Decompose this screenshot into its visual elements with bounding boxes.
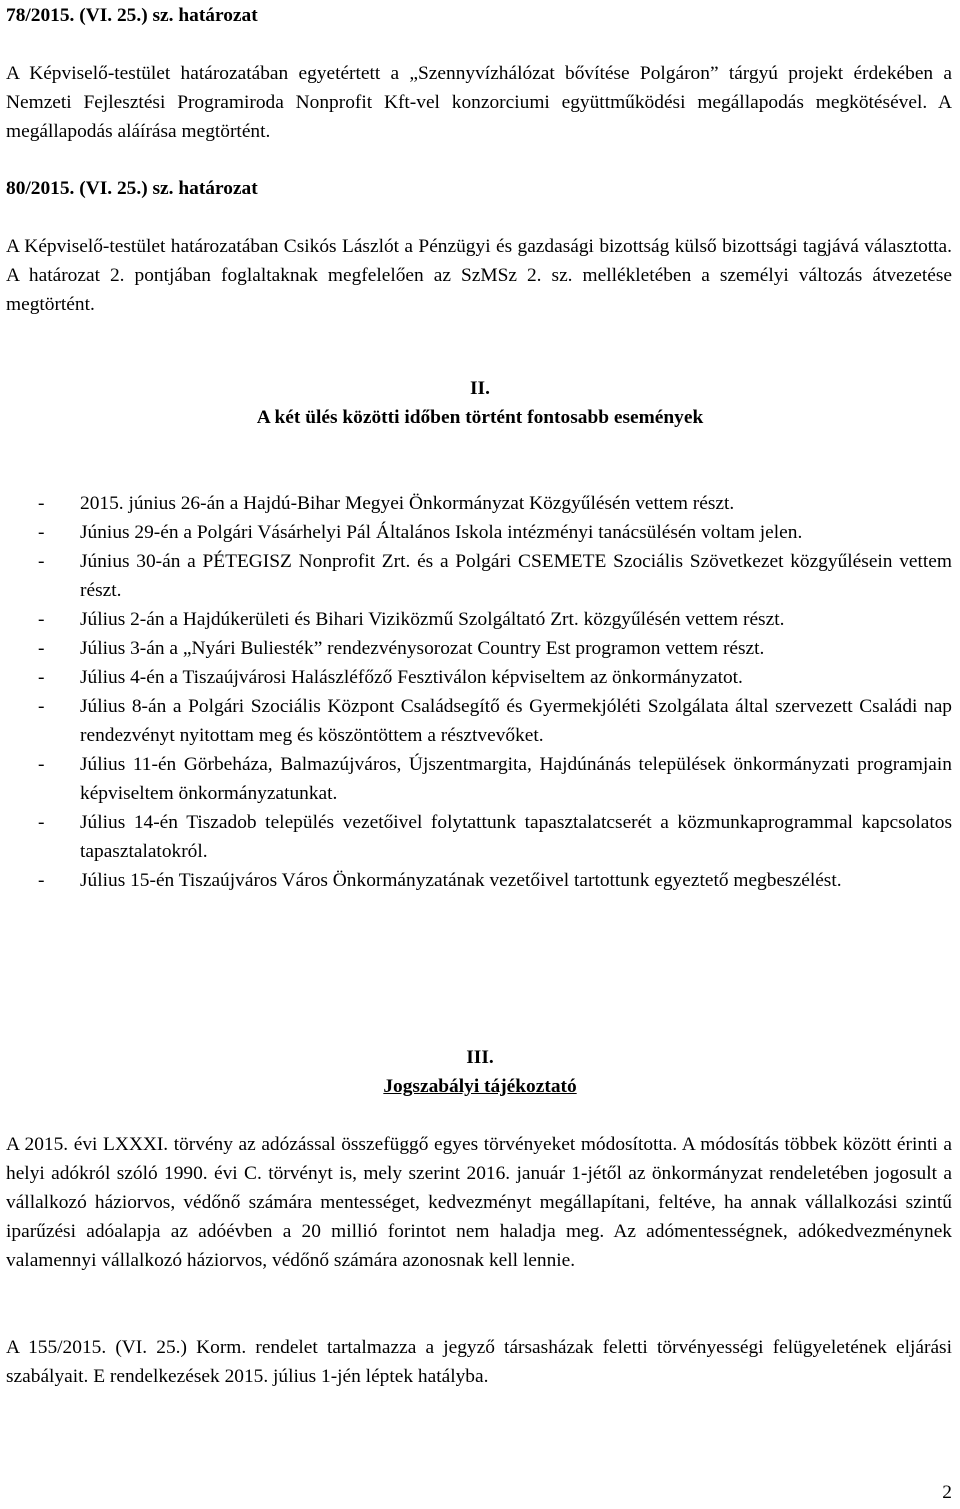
list-item: [6, 547, 952, 605]
section-2-number: II.: [470, 378, 490, 399]
event-text: Június 29-én a Polgári Vásárhelyi Pál Általános Iskola intézményi tanácsülésén voltam jelen.: [80, 522, 803, 543]
bullet-dash: -: [38, 493, 45, 514]
list-item: [6, 489, 952, 518]
bullet-dash: -: [38, 812, 45, 833]
bullet-dash: -: [38, 609, 45, 630]
event-text: Július 14-én Tiszadob település vezetőivel folytattunk tapasztalatcserét a közmunkaprogrammal kapcsolatos tapasztalatokról.: [80, 812, 952, 862]
events-list: [6, 489, 952, 895]
list-item: [6, 808, 952, 866]
list-item: [6, 634, 952, 663]
bullet-dash: -: [38, 870, 45, 891]
resolution-80-heading: 80/2015. (VI. 25.) sz. határozat: [6, 178, 258, 199]
event-text: 2015. június 26-án a Hajdú-Bihar Megyei Önkormányzat Közgyűlésén vettem részt.: [80, 493, 735, 514]
event-text: Június 30-án a PÉTEGISZ Nonprofit Zrt. és a Polgári CSEMETE Szociális Szövetkezet közgyűlésein vettem részt.: [80, 551, 952, 601]
list-item: [6, 750, 952, 808]
bullet-dash: -: [38, 638, 45, 659]
bullet-dash: -: [38, 696, 45, 717]
event-text: Július 8-án a Polgári Szociális Központ Családsegítő és Gyermekjóléti Szolgálata által szervezett Családi nap rendezvényt nyitottam meg és köszöntöttem a résztvevőket.: [80, 696, 952, 746]
law-paragraph-1: A 2015. évi LXXXI. törvény az adózással összefüggő egyes törvényeket módosította. A módosítás többek között érinti a helyi adókról szóló 1990. évi C. törvényt is, mely szerint 2016. január 1-jétől az önkormányzat rendeletében jogosult a vállalkozó háziorvos, védőnő számára mentességet, kedvezményt megállapítani, feltéve, ha annak vállalkozási szintű iparűzési adóalapja az adóévben a 20 millió forintot nem haladja meg. Az adómentességnek, adókedvezménynek valamennyi vállalkozó háziorvos, védőnő számára azonosnak kell lennie.: [6, 1134, 952, 1271]
bullet-dash: -: [38, 522, 45, 543]
section-3-number: III.: [466, 1047, 494, 1068]
list-item: [6, 663, 952, 692]
event-text: Július 3-án a „Nyári Buliesték” rendezvénysorozat Country Est programon vettem részt.: [80, 638, 765, 659]
resolution-78-heading: 78/2015. (VI. 25.) sz. határozat: [6, 5, 258, 26]
list-item: [6, 518, 952, 547]
event-text: Július 11-én Görbeháza, Balmazújváros, Újszentmargita, Hajdúnánás települések önkormányzati programjain képviseltem önkormányzatunkat.: [80, 754, 952, 804]
event-text: Július 4-én a Tiszaújvárosi Halászléfőző Fesztiválon képviseltem az önkormányzatot.: [80, 667, 743, 688]
event-text: Július 15-én Tiszaújváros Város Önkormányzatának vezetőivel tartottunk egyeztető megbeszélést.: [80, 870, 842, 891]
bullet-dash: -: [38, 551, 45, 572]
resolution-78-body: A Képviselő-testület határozatában egyetértett a „Szennyvízhálózat bővítése Polgáron” tárgyú projekt érdekében a Nemzeti Fejlesztési Programiroda Nonprofit Kft-vel konzorciumi együttműködési megállapodás megkötésével. A megállapodás aláírása megtörtént.: [6, 63, 952, 142]
resolution-80-body: A Képviselő-testület határozatában Csikós Lászlót a Pénzügyi és gazdasági bizottság külső bizottsági tagjává választotta. A határozat 2. pontjában foglaltaknak megfelelően az SzMSz 2. sz. mellékletében a személyi változás átvezetése megtörtént.: [6, 236, 952, 315]
law-paragraph-2: A 155/2015. (VI. 25.) Korm. rendelet tartalmazza a jegyző társasházak feletti törvényességi felügyeletének eljárási szabályait. E rendelkezések 2015. július 1-jén léptek hatályba.: [6, 1337, 952, 1387]
page-number: 2: [942, 1482, 952, 1503]
bullet-dash: -: [38, 667, 45, 688]
list-item: [6, 605, 952, 634]
list-item: [6, 692, 952, 750]
section-3-title: Jogszabályi tájékoztató: [383, 1076, 577, 1097]
list-item: [6, 866, 952, 895]
section-2-title: A két ülés közötti időben történt fontosabb események: [256, 407, 704, 428]
event-text: Július 2-án a Hajdúkerületi és Bihari Viziközmű Szolgáltató Zrt. közgyűlésén vettem részt.: [80, 609, 785, 630]
bullet-dash: -: [38, 754, 45, 775]
